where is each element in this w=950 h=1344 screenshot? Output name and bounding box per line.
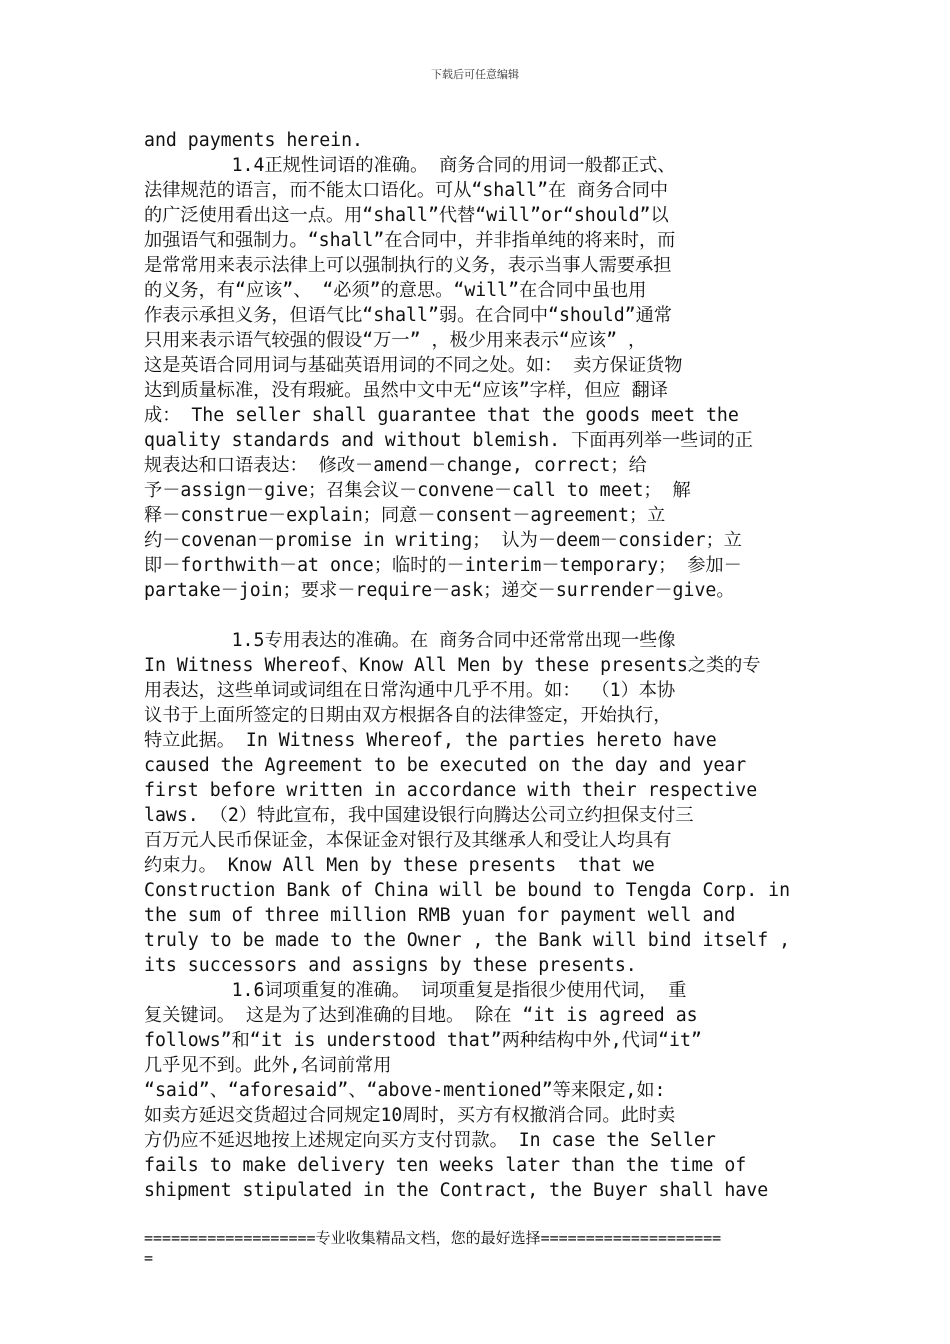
section-1-4-heading-line: 1.4正规性词语的准确。 商务合同的用词一般都正式、 [144, 155, 676, 176]
paragraph-spacer [144, 603, 808, 628]
text-line: 的广泛使用看出这一点。用“shall”代替“will”or“should”以 [144, 205, 669, 226]
text-line: 复关键词。 这是为了达到准确的目地。 除在 “it is agreed as [144, 1005, 698, 1026]
text-line: 议书于上面所签定的日期由双方根据各自的法律签定，开始执行， [144, 705, 672, 726]
text-line: 规表达和口语表达： 修改－amend－change, correct；给 [144, 455, 647, 476]
text-line: 是常常用来表示法律上可以强制执行的义务，表示当事人需要承担 [144, 255, 672, 276]
text-line: truly to be made to the Owner , the Bank will bind itself , [144, 930, 791, 951]
text-line: In Witness Whereof、Know All Men by these presents之类的专 [144, 655, 761, 676]
text-line: 几乎见不到。此外,名词前常用 [144, 1055, 392, 1076]
text-line: the sum of three million RMB yuan for payment well and [144, 905, 736, 926]
text-line: 约束力。 Know All Men by these presents that we [144, 855, 655, 876]
text-line: Construction Bank of China will be bound to Tengda Corp. in [144, 880, 791, 901]
page-header: 下载后可任意编辑 [431, 68, 519, 81]
text-line: 即－forthwith－at once；临时的－interim－temporary； 参加－ [144, 555, 742, 576]
text-line: 约－covenan－promise in writing； 认为－deem－consider；立 [144, 530, 742, 551]
text-line: laws. （2）特此宣布，我中国建设银行向腾达公司立约担保支付三 [144, 805, 694, 826]
text-line: “said”、“aforesaid”、“above-mentioned”等来限定,如: [144, 1080, 666, 1101]
page-footer [144, 1228, 814, 1268]
footer-banner-line: ===================专业收集精品文档，您的最好选择==================== [144, 1229, 722, 1247]
text-line: 如卖方延迟交货超过合同规定10周时，买方有权撤消合同。此时卖 [144, 1105, 676, 1126]
text-line: partake－join；要求－require－ask；递交－surrender－give。 [144, 580, 735, 601]
text-line: caused the Agreement to be executed on the day and year [144, 755, 747, 776]
text-line: 作表示承担义务，但语气比“shall”弱。在合同中“should”通常 [144, 305, 672, 326]
text-line: 用表达，这些单词或词组在日常沟通中几乎不用。如： （1）本协 [144, 680, 676, 701]
text-line: follows”和“it is understood that”两种结构中外,代词“it” [144, 1030, 702, 1051]
footer-banner-tail: = [144, 1249, 154, 1267]
text-line: 成： The seller shall guarantee that the goods meet the [144, 405, 739, 426]
text-line: and payments herein. [144, 130, 363, 151]
text-line: 加强语气和强制力。“shall”在合同中，并非指单纯的将来时，而 [144, 230, 676, 251]
text-line: its successors and assigns by these presents. [144, 955, 637, 976]
text-line: 予－assign－give；召集会议－convene－call to meet； 解 [144, 480, 691, 501]
text-line: quality standards and without blemish. 下面再列举一些词的正 [144, 430, 753, 451]
text-line: 法律规范的语言，而不能太口语化。可从“shall”在 商务合同中 [144, 180, 669, 201]
section-1-5-heading-line: 1.5专用表达的准确。在 商务合同中还常常出现一些像 [144, 630, 676, 651]
text-line: 特立此据。 In Witness Whereof, the parties hereto have [144, 730, 717, 751]
text-line: 达到质量标准，没有瑕疵。虽然中文中无“应该”字样，但应 翻译 [144, 380, 668, 401]
text-line: 只用来表示语气较强的假设“万一” ，极少用来表示“应该” ， [144, 330, 647, 351]
text-line: 释－construe－explain；同意－consent－agreement；立 [144, 505, 666, 526]
text-line: 这是英语合同用词与基础英语用词的不同之处。如： 卖方保证货物 [144, 355, 683, 376]
text-line: 的义务，有“应该”、 “必须”的意思。“will”在合同中虽也用 [144, 280, 647, 301]
text-line: 百万元人民币保证金，本保证金对银行及其继承人和受让人均具有 [144, 830, 672, 851]
text-line: fails to make delivery ten weeks later than the time of [144, 1155, 747, 1176]
text-line: 方仍应不延迟地按上述规定向买方支付罚款。 In case the Seller [144, 1130, 716, 1151]
text-line: first before written in accordance with their respective [144, 780, 758, 801]
text-line: shipment stipulated in the Contract, the Buyer shall have [144, 1180, 769, 1201]
document-body [144, 128, 808, 1203]
section-1-6-heading-line: 1.6词项重复的准确。 词项重复是指很少使用代词， 重 [144, 980, 687, 1001]
